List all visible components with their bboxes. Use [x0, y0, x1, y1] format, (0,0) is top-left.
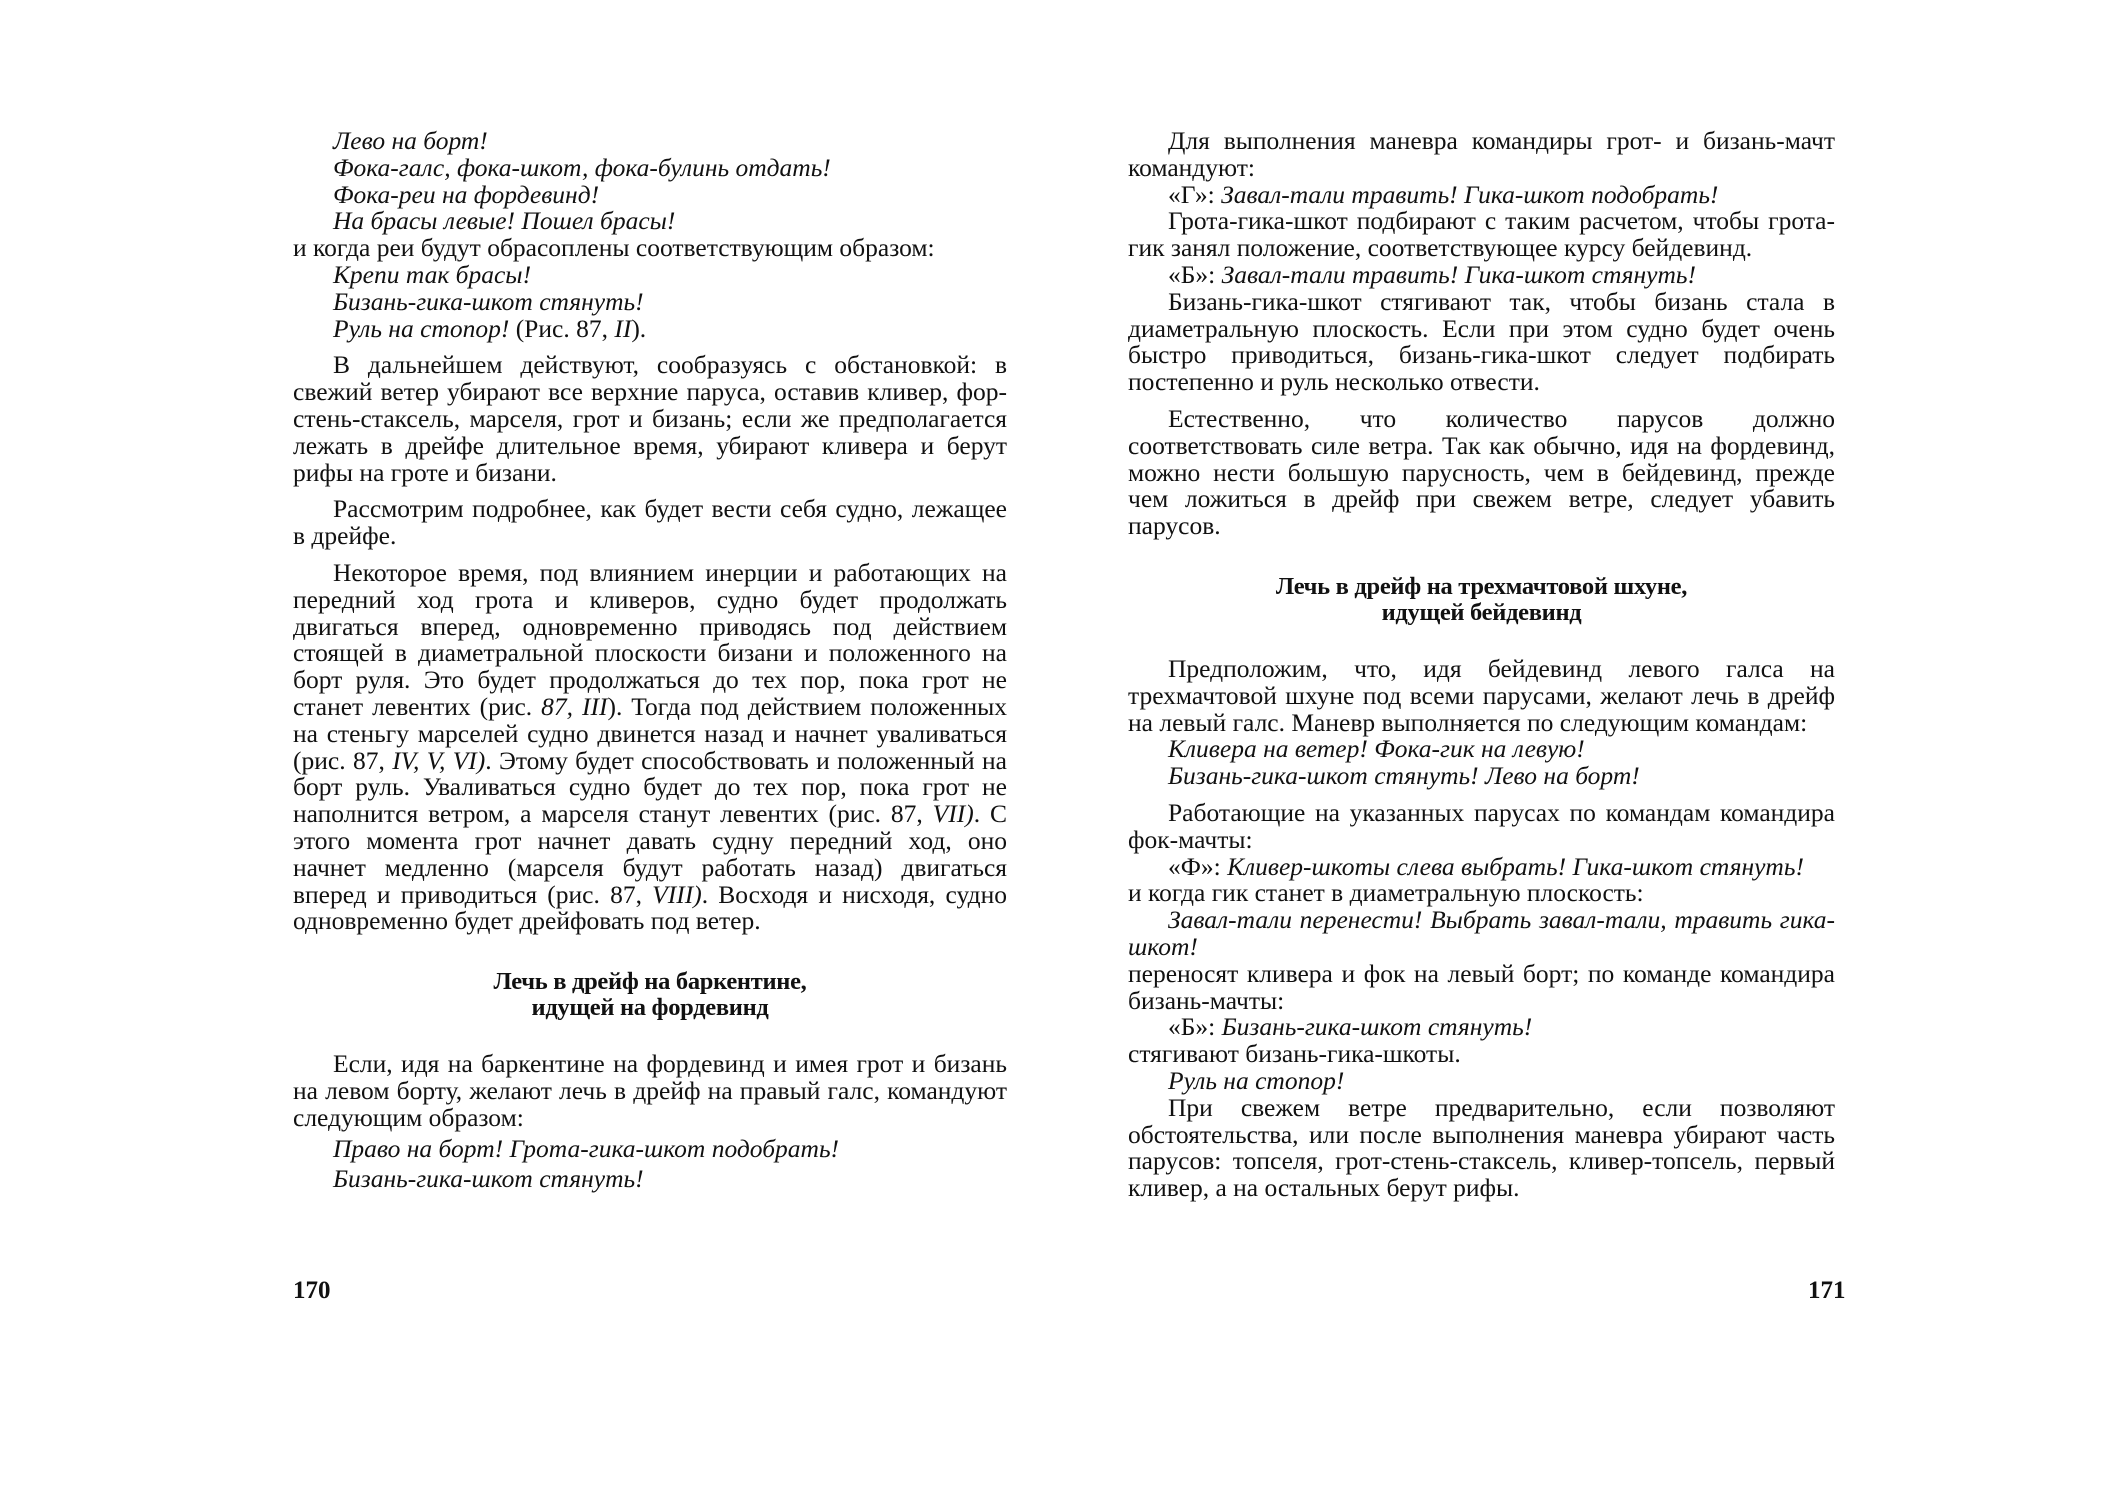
- command-line: [1128, 179, 1835, 209]
- command-line: Фока-реи на фордевинд!: [333, 179, 600, 209]
- command-line: Лево на борт!: [333, 126, 488, 155]
- body-text: и когда реи будут обрасоплены соответствующим образом:: [293, 233, 935, 263]
- paragraph-text: Некоторое время, под влиянием инерции и работающих на передний ход грота и кливеров, судно будет продолжать двигаться вперед, одновременно приводясь под действием стоящей в диаметральной плоскости бизани и положенного на борт руля. Это будет продолжаться до тех пор, пока грот не станет левентих (рис.: [293, 557, 1007, 721]
- command-line: Бизань-гика-шкот стянуть! Лево на борт!: [1168, 761, 1640, 791]
- paragraph-text: . Этому будет способствовать и положенный на борт руль. Уваливаться судно будет до тех пор, пока грот не наполнится ветром, а марселя станут левентих (рис. 87,: [293, 745, 1007, 829]
- command-text: Кливер-шкоты слева выбрать! Гика-шкот стянуть!: [1227, 851, 1804, 881]
- command-line: Крепи так брасы!: [333, 259, 532, 289]
- command-line: Бизань-гика-шкот стянуть!: [333, 286, 644, 316]
- figure-ref: 87, III: [541, 691, 608, 721]
- paragraph-text: . Восходя и нисходя, судно одновременно будет дрейфовать под ветер.: [293, 879, 1007, 936]
- paragraph: Работающие на указанных парусах по командам командира фок-мачты:: [1128, 797, 1835, 854]
- page-number-right: 171: [1808, 1277, 1846, 1304]
- command-text: Руль на стопор!: [333, 313, 510, 343]
- paragraph: Если, идя на баркентине на фордевинд и имея грот и бизань на левом борту, желают лечь в дрейф на правый галс, командуют следующим образом:: [293, 1049, 1007, 1132]
- paragraph-text: ). Тогда под действием положенных на стеньгу марселей судно двинется назад и начнет уваливаться (рис. 87,: [293, 691, 1007, 775]
- paragraph: Бизань-гика-шкот стягивают так, чтобы бизань стала в диаметральную плоскость. Если при этом судно будет очень быстро приводиться, бизань-гика-шкот следует подбирать постепенно и руль несколько отвести.: [1128, 286, 1835, 397]
- command-line: Завал-тали перенести! Выбрать завал-тали, травить гика-шкот!: [1128, 905, 1835, 961]
- body-text: переносят кливера и фок на левый борт; по команде командира бизань-мачты:: [1128, 958, 1835, 1015]
- heading-line: Лечь в дрейф на трехмачтовой шхуне,: [1275, 572, 1688, 600]
- paragraph: Предположим, что, идя бейдевинд левого галса на трехмачтовой шхуне под всеми парусами, желают лечь в дрейф на левый галс. Маневр выполняется по следующим командам:: [1128, 653, 1835, 737]
- command-line: Руль на стопор!: [1168, 1065, 1345, 1095]
- figure-ref: VII): [932, 799, 974, 829]
- heading-line: идущей бейдевинд: [1381, 598, 1582, 626]
- page-number-left: 170: [293, 1277, 331, 1304]
- figure-ref: IV, V, VI): [392, 745, 486, 775]
- command-text: Завал-тали травить! Гика-шкот подобрать!: [1221, 179, 1719, 209]
- figure-ref: VIII): [652, 879, 702, 909]
- command-line: [1128, 851, 1835, 881]
- section-heading: [293, 969, 1007, 1021]
- paragraph: При свежем ветре предварительно, если позволяют обстоятельства, или после выполнения маневра убирают часть парусов: топселя, грот-стень-стаксель, кливер-топсель, первый кливер, а на остальных берут рифы.: [1128, 1092, 1835, 1203]
- paragraph: [293, 557, 1007, 936]
- paragraph: В дальнейшем действуют, сообразуясь с обстановкой: в свежий ветер убирают все верхние паруса, оставив кливер, фор-стень-стаксель, марселя, грот и бизань; если же предполагается лежать в дрейфе длительное время, убирают кливера и берут рифы на гроте и бизани.: [293, 350, 1007, 487]
- right-page: [1128, 128, 1835, 1202]
- command-line: Фока-галс, фока-шкот, фока-булинь отдать!: [333, 152, 831, 182]
- command-line: [1128, 1014, 1835, 1041]
- heading-line: Лечь в дрейф на баркентине,: [493, 968, 807, 996]
- command-prefix: «Б»:: [1168, 1012, 1222, 1042]
- command-text: Завал-тали травить! Гика-шкот стянуть!: [1221, 259, 1697, 289]
- command-line: Кливера на ветер! Фока-гик на левую!: [1168, 734, 1585, 764]
- command-line: На брасы левые! Пошел брасы!: [333, 206, 676, 236]
- command-line: Право на борт! Грота-гика-шкот подобрать!: [333, 1133, 840, 1163]
- paragraph: Естественно, что количество парусов должно соответствовать силе ветра. Так как обычно, идя на фордевинд, можно нести большую парусность, чем в бейдевинд, прежде чем ложиться в дрейф при свежем ветре, следует убавить парусов.: [1128, 403, 1835, 541]
- paragraph-text: . С этого момента грот начнет давать судну передний ход, оно начнет медленно (марселя будут работать назад) двигаться вперед и приводиться (рис. 87,: [293, 799, 1007, 909]
- command-prefix: «Б»:: [1168, 259, 1222, 289]
- paragraph: Грота-гика-шкот подбирают с таким расчетом, чтобы грота-гик занял положение, соответствующее курсу бейдевинд.: [1128, 206, 1835, 263]
- left-page: [293, 128, 1007, 1193]
- paragraph: Рассмотрим подробнее, как будет вести себя судно, лежащее в дрейфе.: [293, 494, 1007, 551]
- command-line-with-ref: [293, 313, 1007, 343]
- command-text: Бизань-гика-шкот стянуть!: [1221, 1012, 1533, 1042]
- paragraph: Для выполнения маневра командиры грот- и бизань-мачт командуют:: [1128, 126, 1835, 182]
- section-heading: [1128, 574, 1835, 626]
- command-line: Бизань-гика-шкот стянуть!: [333, 1164, 644, 1194]
- figure-ref-end: ).: [631, 313, 647, 343]
- body-text: и когда гик станет в диаметральную плоскость:: [1128, 878, 1644, 908]
- heading-line: идущей на фордевинд: [531, 994, 769, 1022]
- command-prefix: «Ф»:: [1168, 851, 1228, 881]
- command-line: [1128, 259, 1835, 289]
- command-prefix: «Г»:: [1168, 179, 1222, 209]
- body-text: стягивают бизань-гика-шкоты.: [1128, 1039, 1461, 1069]
- figure-ref: (Рис. 87,: [509, 313, 615, 343]
- figure-ref-roman: II: [614, 313, 632, 343]
